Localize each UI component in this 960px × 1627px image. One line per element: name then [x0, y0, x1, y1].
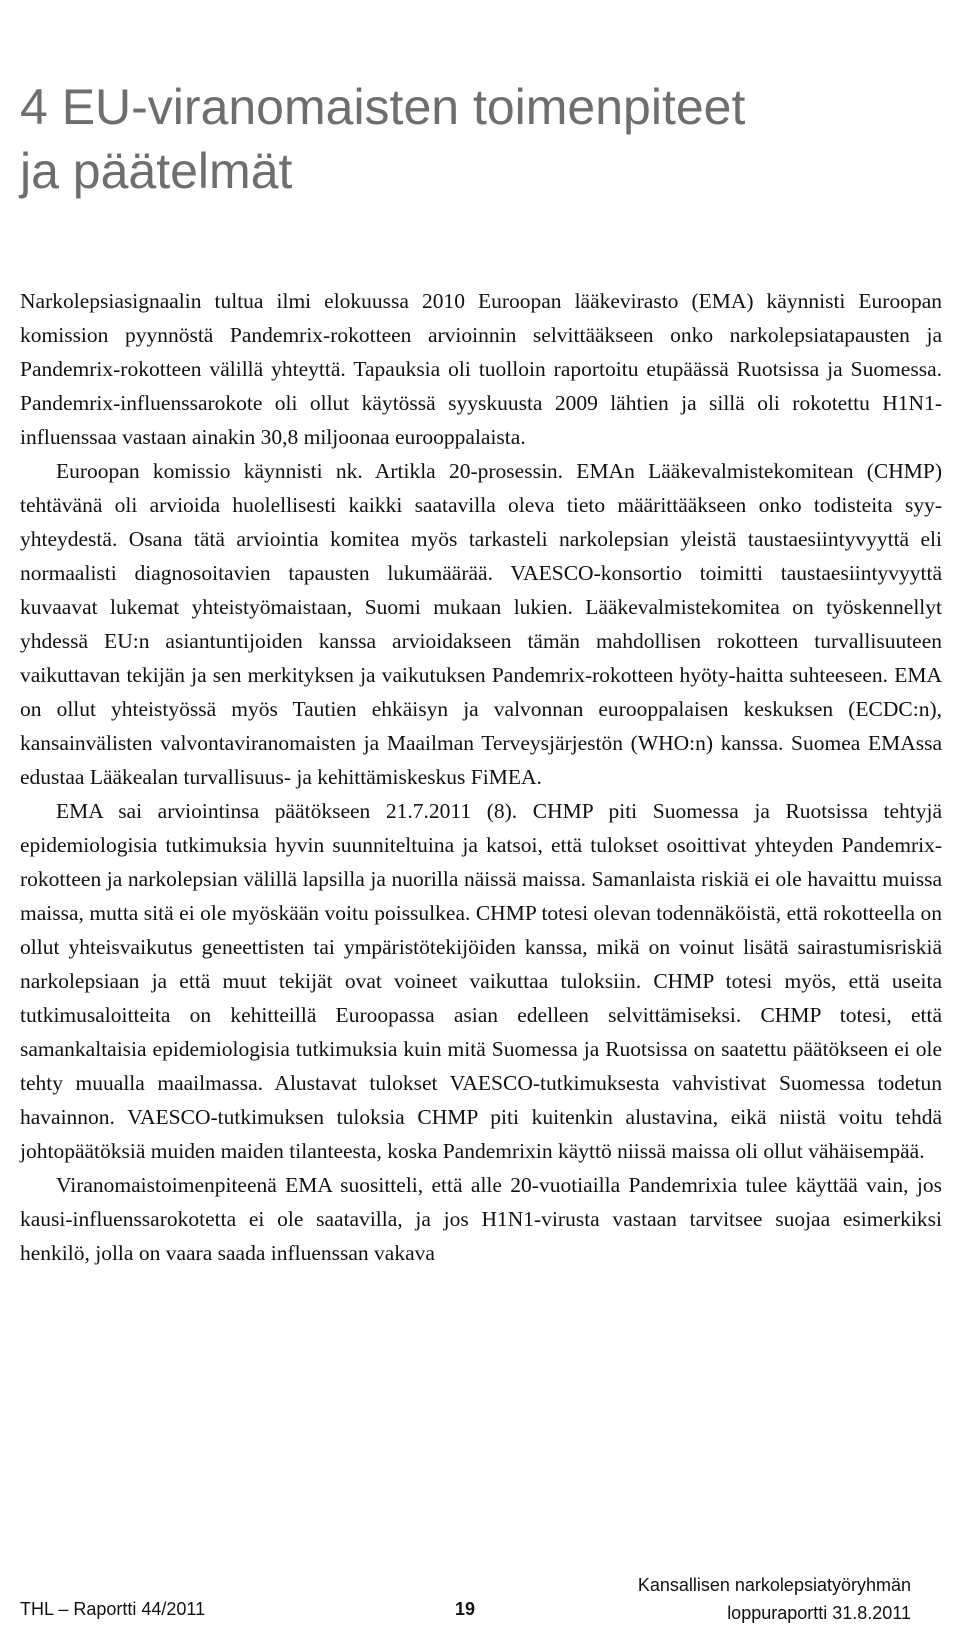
page-title-line-2: ja päätelmät: [20, 143, 293, 199]
page-title-line-1: 4 EU-viranomaisten toimenpiteet: [20, 79, 746, 135]
paragraph-2: Euroopan komissio käynnisti nk. Artikla 20-prosessin. EMAn Lääkevalmistekomitean (CHMP) tehtävänä oli arvioida huolellisesti kaikki saatavilla oleva tieto määrittääkseen onko todisteita syy-yhteydestä. Osana tätä arviointia komitea myös tarkasteli narkolepsian yleistä taustaesiintyvyyttä eli normaalisti diagnosoitavien tapausten lukumäärää. VAESCO-konsortio toimitti taustaesiintyvyyttä kuvaavat lukemat yhteistyömaistaan, Suomi mukaan lukien. Lääkevalmistekomitea on työskennellyt yhdessä EU:n asiantuntijoiden kanssa arvioidakseen tämän mahdollisen rokotteen turvallisuuteen vaikuttavan tekijän ja sen merkityksen ja vaikutuksen Pandemrix-rokotteen hyöty-haitta suhteeseen. EMA on ollut yhteistyössä myös Tautien ehkäisyn ja valvonnan eurooppalaisen keskuksen (ECDC:n), kansainvälisten valvontaviranomaisten ja Maailman Terveysjärjestön (WHO:n) kanssa. Suomea EMAssa edustaa Lääkealan turvallisuus- ja kehittämiskeskus FiMEA.: [20, 459, 942, 789]
paragraph-3: EMA sai arviointinsa päätökseen 21.7.2011 (8). CHMP piti Suomessa ja Ruotsissa tehtyjä epidemiologisia tutkimuksia hyvin suunniteltuina ja katsoi, että tulokset osoittivat yhteyden Pandemrix-rokotteen ja narkolepsian välillä lapsilla ja nuorilla näissä maissa. Samanlaista riskiä ei ole havaittu muissa maissa, mutta sitä ei ole myöskään voitu poissulkea. CHMP totesi olevan todennäköistä, että rokotteella on ollut yhteisvaikutus geneettisten tai ympäristötekijöiden kanssa, mikä on voinut lisätä sairastumisriskiä narkolepsiaan ja että muut tekijät ovat voineet vaikuttaa tuloksiin. CHMP totesi myös, että useita tutkimusaloitteita on kehitteillä Euroopassa asian edelleen selvittämiseksi. CHMP totesi, että samankaltaisia epidemiologisia tutkimuksia kuin mitä Suomessa ja Ruotsissa on saatettu päätökseen ei ole tehty muualla maailmassa. Alustavat tulokset VAESCO-tutkimuksesta vahvistivat Suomessa todetun havainnon. VAESCO-tutkimuksen tuloksia CHMP piti kuitenkin alustavina, eikä niistä voitu tehdä johtopäätöksiä muiden maiden tilanteesta, koska Pandemrixin käyttö niissä maissa oli ollut vähäisempää.: [20, 799, 942, 1163]
footer-group-name: Kansallisen narkolepsiatyöryhmän: [637, 1575, 911, 1595]
paragraph-1: Narkolepsiasignaalin tultua ilmi elokuussa 2010 Euroopan lääkevirasto (EMA) käynnisti Euroopan komission pyynnöstä Pandemrix-rokotteen arvioinnin selvittääkseen onko narkolepsiatapausten ja Pandemrix-rokotteen välillä yhteyttä. Tapauksia oli tuolloin raportoitu etupäässä Ruotsissa ja Suomessa. Pandemrix-influenssarokote oli ollut käytössä syyskuusta 2009 lähtien ja sillä oli rokotettu H1N1-influenssaa vastaan ainakin 30,8 miljoonaa eurooppalaista.: [20, 289, 942, 449]
footer-report-info: [638, 1571, 911, 1627]
paragraph-4: Viranomaistoimenpiteenä EMA suositteli, että alle 20-vuotiailla Pandemrixia tulee käyttää vain, jos kausi-influenssarokotetta ei ole saatavilla, ja jos H1N1-virusta vastaan tarvitsee suojaa esimerkiksi henkilö, jolla on vaara saada influenssan vakava: [20, 1173, 942, 1265]
footer-report-date: loppuraportti 31.8.2011: [727, 1603, 911, 1623]
page-footer: [0, 1565, 960, 1627]
footer-page-number: 19: [455, 1599, 476, 1619]
footer-report-id: THL – Raportti 44/2011: [20, 1599, 206, 1619]
body-text: [20, 284, 942, 1270]
page-title: [20, 75, 920, 203]
